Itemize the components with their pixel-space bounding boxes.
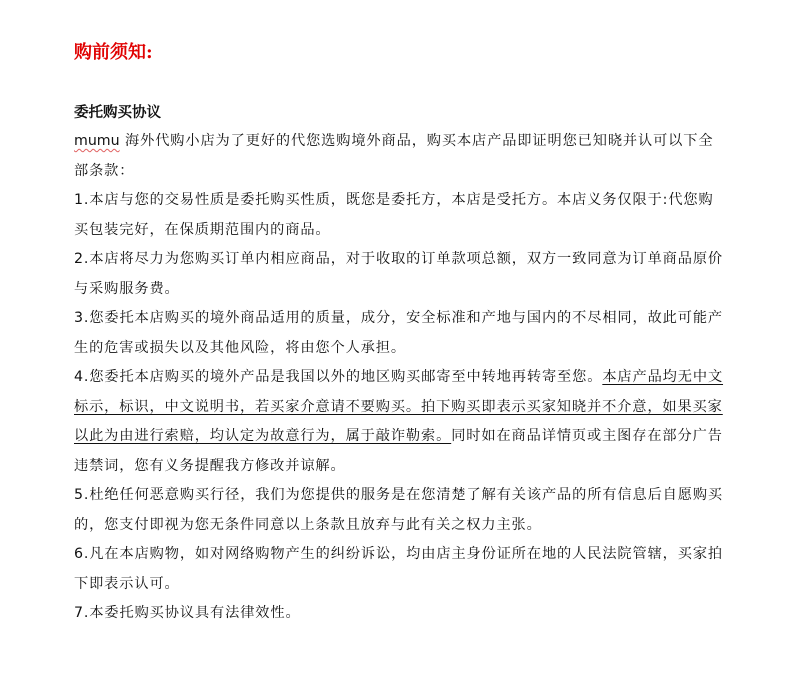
page-title: 购前须知:	[74, 42, 153, 63]
intro-text: 海外代购小店为了更好的代您选购境外商品，购买本店产品即证明您已知晓并认可以下全部条款：	[74, 133, 714, 179]
clause-2: 2.本店将尽力为您购买订单内相应商品，对于收取的订单款项总额，双方一致同意为订单商品原价与采购服务费。	[74, 251, 724, 297]
clause-4-text: 4.您委托本店购买的境外产品是我国以外的地区购买邮寄至中转地再转寄至您。	[74, 369, 603, 385]
brand-name: mumu	[74, 133, 120, 149]
agreement-title: 委托购买协议	[74, 105, 161, 121]
intro-paragraph	[74, 127, 724, 186]
clause-5: 5.杜绝任何恶意购买行径，我们为您提供的服务是在您清楚了解有关该产品的所有信息后自愿购买的，您支付即视为您无条件同意以上条款且放弃与此有关之权力主张。	[74, 487, 724, 533]
clause-7: 7.本委托购买协议具有法律效性。	[74, 605, 301, 621]
agreement-body	[74, 127, 724, 629]
clause-6: 6.凡在本店购物，如对网络购物产生的纠纷诉讼，均由店主身份证所在地的人民法院管辖，买家拍下即表示认可。	[74, 546, 724, 592]
clause-4	[74, 363, 724, 481]
clause-1: 1.本店与您的交易性质是委托购买性质，既您是委托方，本店是受托方。本店义务仅限于:代您购买包装完好，在保质期范围内的商品。	[74, 192, 714, 238]
clause-4-underlined-text: 本店产品均无中文标示，标识，中文说明书，若买家介意请不要购买。拍下购买即表示买家知晓并不介意，如果买家以此为由进行索赔，均认定为故意行为，属于敲诈勒索。	[74, 369, 724, 444]
clause-3: 3.您委托本店购买的境外商品适用的质量，成分，安全标准和产地与国内的不尽相同，故此可能产生的危害或损失以及其他风险，将由您个人承担。	[74, 310, 724, 356]
clause-4-trailing-text: 同时如在商品详情页或主图存在部分广告违禁词，您有义务提醒我方修改并谅解。	[74, 428, 723, 474]
